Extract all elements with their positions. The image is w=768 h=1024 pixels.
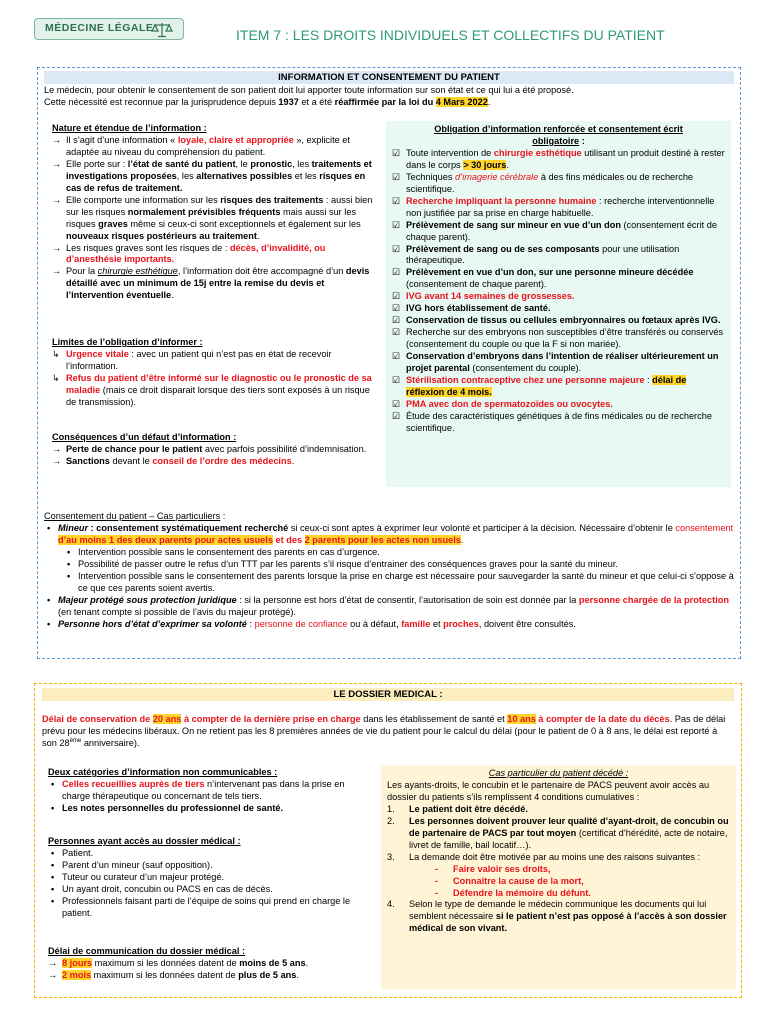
text-run: 2 parents pour les actes non usuels bbox=[304, 534, 461, 545]
text-run: Mineur bbox=[58, 522, 89, 533]
text-run: : recherche interventionnelle non justifiée par sa prise en charge habituelle. bbox=[406, 195, 715, 218]
text-run: : bbox=[644, 375, 653, 386]
text-run: : aussi bien sur les risques bbox=[66, 194, 373, 217]
text-run: Majeur protégé sous protection juridique bbox=[58, 594, 237, 605]
list-item bbox=[52, 243, 378, 267]
text-run: si le patient n’est pas opposé à l’accès à son dossier médical de son vivant. bbox=[409, 911, 727, 934]
oblig-heading bbox=[392, 124, 725, 148]
acces-heading: Personnes ayant accès au dossier médical : bbox=[48, 836, 241, 846]
text-run: 1. bbox=[387, 803, 395, 814]
text-run: Sanctions bbox=[66, 455, 110, 466]
text-run: Prélèvement de sang sur mineur en vue d’un don bbox=[406, 219, 621, 230]
text-run: : si la personne est hors d’état de consentir, l’autorisation de soin est donnée par la bbox=[236, 594, 579, 605]
text-run: Les notes personnelles du professionnel de santé. bbox=[62, 802, 284, 813]
text-run: Prélèvement de sang ou de ses composants bbox=[406, 243, 600, 254]
text-run: Prélèvement en vue d’un don, sur une personne mineure décédée bbox=[406, 267, 694, 278]
text-run: obligatoire bbox=[532, 135, 580, 146]
text-run: n’intervenant pas dans la prise en charge thérapeutique ou concernant de tels tiers. bbox=[62, 778, 345, 801]
list-item bbox=[52, 195, 378, 243]
text-run: Refus du patient d’être informé sur le diagnostic ou le pronostic de sa maladie bbox=[66, 372, 372, 395]
list-item bbox=[387, 804, 730, 816]
text-run: (mais ce droit disparait lorsque des tiers sont exposés à un risque de transmission). bbox=[66, 384, 370, 407]
list-item: - Connaître la cause de la mort, bbox=[431, 876, 730, 888]
text-run: 3. bbox=[387, 851, 395, 862]
text-run: . bbox=[291, 455, 295, 466]
text-run: : avec un patient qui n’est pas en état de recevoir l’information. bbox=[66, 348, 332, 371]
intro-line-1: Le médecin, pour obtenir le consentement de son patient doit lui apporter toute information sur son état et ce qui lui a été proposé. bbox=[44, 85, 574, 95]
list-item bbox=[52, 373, 378, 409]
list-item bbox=[52, 444, 378, 456]
text-run: même si ceux-ci sont exceptionnels et également sur les bbox=[127, 218, 361, 229]
text-run: proches bbox=[443, 618, 479, 629]
text-run: graves bbox=[98, 218, 128, 229]
text-run: à compter de la date du décès bbox=[535, 714, 670, 724]
list-item bbox=[392, 315, 725, 327]
text-run: personne de confiance bbox=[254, 618, 348, 629]
nature-information bbox=[52, 123, 378, 302]
text-run: traitements et investigations proposées bbox=[66, 158, 372, 181]
text-run: conseil de l’ordre des médecins bbox=[152, 455, 292, 466]
text-run: 10 ans bbox=[507, 714, 536, 724]
list-item bbox=[48, 970, 368, 982]
text-run: loyale, claire et appropriée bbox=[177, 134, 294, 145]
text-run: réaffirmée par la loi du bbox=[334, 96, 436, 107]
text-run: 4 Mars 2022 bbox=[435, 96, 488, 107]
text-run: pour une utilisation thérapeutique. bbox=[406, 243, 680, 266]
list-item bbox=[392, 267, 725, 291]
text-run: , les bbox=[292, 158, 312, 169]
text-run: (en tenant compte si possible de l’avis du majeur protégé). bbox=[58, 606, 296, 617]
text-run: , l’information doit être accompagné d’un bbox=[177, 266, 346, 277]
text-run: si ceux-ci sont aptes à exprimer leur volonté et participer à la décision. Nécessaire d’obtenir le bbox=[288, 522, 676, 533]
list-item bbox=[52, 349, 378, 373]
text-run: . bbox=[487, 96, 491, 107]
cas-particuliers bbox=[44, 511, 734, 631]
text-run: devis détaillé avec un minimum de 15j entre la remise du devis et l’intervention éventuelle bbox=[66, 266, 370, 301]
deces-heading: Cas particulier du patient décédé : bbox=[488, 768, 629, 778]
page-title: ITEM 7 : LES DROITS INDIVIDUELS ET COLLECTIFS DU PATIENT bbox=[236, 27, 665, 43]
text-run: : consentement systématiquement recherché bbox=[88, 522, 289, 533]
text-run: Étude des caractéristiques génétiques à de fins médicales ou de recherche scientifique. bbox=[406, 410, 712, 433]
text-run: Les risques graves sont les risques de : bbox=[66, 242, 230, 253]
text-run: avec parfois possibilité d’indemnisation. bbox=[202, 443, 367, 454]
list-item bbox=[392, 351, 725, 375]
list-item: • Tuteur ou curateur d’un majeur protégé. bbox=[48, 872, 368, 884]
list-item: • Intervention possible sans le consentement des parents lorsque la prise en charge est nécessaire pour sauvegarder la santé du mineur et que celui-ci s’oppose à ce que ces parents soient avertis. bbox=[64, 571, 734, 595]
text-run: maximum si les données datent de bbox=[91, 969, 239, 980]
list-item bbox=[52, 456, 378, 468]
text-run: d’au moins 1 des deux parents pour actes usuels bbox=[58, 534, 273, 545]
text-run: Cette nécessité est reconnue par la jurisprudence depuis bbox=[44, 96, 279, 107]
text-run: Techniques bbox=[406, 171, 456, 182]
text-run: Celles recueillies auprès de tiers bbox=[62, 778, 205, 789]
list-item: • Parent d’un mineur (sauf opposition). bbox=[48, 860, 368, 872]
list-item bbox=[44, 619, 734, 631]
text-run: > 30 jours bbox=[463, 159, 507, 170]
text-run: Conservation d’embryons dans l’intention de réaliser ultérieurement un projet parental bbox=[406, 351, 719, 374]
nature-heading: Nature et étendue de l’information : bbox=[52, 123, 207, 133]
text-run: consentement bbox=[675, 522, 734, 533]
text-run: normalement prévisibles fréquents bbox=[127, 206, 281, 217]
text-run: 2 mois bbox=[62, 969, 92, 980]
text-run: Elle comporte une information sur les bbox=[66, 194, 221, 205]
text-run: 4. bbox=[387, 899, 395, 910]
obligation-renforcee-panel bbox=[386, 121, 731, 487]
text-run: , doivent être consultés. bbox=[478, 618, 576, 629]
list-item bbox=[392, 303, 725, 315]
section-header-information: INFORMATION ET CONSENTEMENT DU PATIENT bbox=[44, 71, 734, 84]
list-item bbox=[392, 172, 725, 196]
list-item bbox=[392, 375, 725, 399]
text-run: Selon le type de demande le médecin communique les documents qui lui semblent nécessaire bbox=[409, 899, 707, 922]
text-run: délai de réflexion de 4 mois. bbox=[406, 375, 687, 397]
text-run: moins de 5 ans bbox=[239, 957, 306, 968]
patient-decede-panel bbox=[381, 765, 736, 989]
consequences-heading: Conséquences d’un défaut d’information : bbox=[52, 432, 237, 442]
list-item: • Intervention possible sans le consentement des parents en cas d’urgence. bbox=[64, 547, 734, 559]
text-run: (certificat d’hérédité, acte de notaire, livret de famille, bail locatif…). bbox=[409, 827, 728, 850]
list-item bbox=[392, 411, 725, 435]
text-run: risques des traitements bbox=[220, 194, 324, 205]
text-run: Stérilisation contraceptive chez une personne majeure bbox=[406, 375, 645, 386]
section-header-dossier: LE DOSSIER MEDICAL : bbox=[42, 688, 734, 701]
acces-dossier bbox=[48, 836, 368, 920]
text-run: La demande doit être motivée par au moins une des raisons suivantes : bbox=[409, 851, 701, 862]
text-run: . bbox=[256, 230, 260, 241]
section-intro bbox=[44, 85, 734, 109]
text-run: : bbox=[246, 618, 255, 629]
non-communicables bbox=[48, 767, 368, 815]
intro-line-2 bbox=[44, 97, 734, 109]
text-run: l’état de santé du patient bbox=[127, 158, 236, 169]
text-run: 2. bbox=[387, 815, 395, 826]
list-item bbox=[392, 196, 725, 220]
list-item bbox=[392, 220, 725, 244]
text-run: . bbox=[460, 534, 464, 545]
list-item bbox=[48, 779, 368, 803]
text-run: famille bbox=[401, 618, 431, 629]
text-run: . Pas de délai prévu pour les médecins libéraux. On ne retient pas les 8 premières années de vie du patient pour le calcul du délai (pour le patient de 0 à 8 ans, le délai est reporté à son 28 bbox=[42, 714, 726, 748]
list-item bbox=[44, 595, 734, 619]
text-run: et a été bbox=[298, 96, 335, 107]
text-run: 8 jours bbox=[62, 957, 93, 968]
text-run: chirurgie esthétique bbox=[97, 266, 178, 277]
text-run: Consentement du patient – Cas particuliers bbox=[44, 511, 221, 521]
text-run: décès, d’invalidité, ou d’anesthésie importants. bbox=[66, 242, 326, 265]
deces-intro: Les ayants-droits, le concubin et le partenaire de PACS peuvent avoir accès au dossier du patients s’ils remplissent 4 conditions cumulatives : bbox=[387, 779, 710, 802]
text-run: dans les établissement de santé et bbox=[360, 714, 508, 724]
list-item: • Possibilité de passer outre le refus d’un TTT par les parents s’il risque d’entrainer des conséquences graves pour la santé du mineur. bbox=[64, 559, 734, 571]
text-run: chirurgie esthétique bbox=[493, 147, 582, 158]
limites-information bbox=[52, 337, 378, 409]
text-run: Recherche sur des embryons non susceptibles d’être transférés ou conservés (consentement du couple ou que la F si non mariée). bbox=[406, 327, 724, 350]
text-run: mais aussi sur les risques bbox=[66, 206, 357, 229]
text-run: Elle porte sur : bbox=[66, 158, 128, 169]
text-run: . bbox=[506, 159, 509, 170]
text-run: nouveaux risques postérieurs au traitement bbox=[66, 230, 257, 241]
badge-label: MÉDECINE LÉGALE bbox=[45, 22, 154, 35]
list-item bbox=[387, 852, 730, 900]
text-run: . bbox=[171, 290, 174, 301]
text-run: utilisant un produit destiné à rester dans le corps bbox=[406, 147, 725, 170]
text-run: ou à défaut, bbox=[347, 618, 402, 629]
text-run: devant le bbox=[109, 455, 153, 466]
text-run: Urgence vitale bbox=[66, 348, 129, 359]
list-item: - Faire valoir ses droits, bbox=[431, 864, 730, 876]
text-run: et des bbox=[272, 534, 305, 545]
scales-icon bbox=[151, 22, 173, 43]
text-run: pronostic bbox=[250, 158, 293, 169]
list-item: - Défendre la mémoire du défunt. bbox=[431, 888, 730, 900]
list-item bbox=[392, 399, 725, 411]
text-run: risques en cas de refus de traitement. bbox=[66, 170, 366, 193]
text-run: 1937 bbox=[278, 96, 299, 107]
text-run: Délai de conservation de bbox=[42, 714, 153, 724]
list-item bbox=[52, 159, 378, 195]
text-run: Les personnes doivent prouver leur qualité d’ayant-droit, de concubin ou de partenaire de PACS par tout moyen bbox=[409, 815, 729, 838]
list-item bbox=[48, 958, 368, 970]
text-run: », explicite et adaptée au niveau du compréhension du patient. bbox=[66, 134, 350, 157]
text-run: Toute intervention de bbox=[406, 147, 494, 158]
text-run: Il s’agit d’une information « bbox=[66, 134, 178, 145]
list-item bbox=[392, 244, 725, 268]
list-item bbox=[52, 135, 378, 159]
list-item bbox=[44, 523, 734, 595]
text-run: Obligation d’information renforcée et consentement écrit bbox=[434, 124, 683, 134]
text-run: Pour la bbox=[66, 266, 98, 277]
text-run: . bbox=[296, 969, 299, 980]
text-run: ème bbox=[69, 737, 82, 744]
text-run: PMA avec don de spermatozoïdes ou ovocytes. bbox=[406, 398, 613, 409]
text-run: Personne hors d’état d’exprimer sa volonté bbox=[58, 618, 247, 629]
medecine-legale-badge bbox=[34, 18, 184, 40]
list-item bbox=[392, 148, 725, 172]
text-run: plus de 5 ans bbox=[238, 969, 297, 980]
delai-conservation bbox=[42, 714, 734, 750]
list-item bbox=[387, 899, 730, 935]
text-run: Le patient doit être décédé. bbox=[409, 803, 528, 814]
cas-heading bbox=[44, 511, 734, 523]
text-run: (consentement du couple). bbox=[469, 363, 582, 374]
text-run: alternatives possibles bbox=[196, 170, 293, 181]
limites-heading: Limites de l’obligation d’informer : bbox=[52, 337, 203, 347]
list-item bbox=[48, 803, 368, 815]
noncomm-heading: Deux catégories d’information non communicables : bbox=[48, 767, 278, 777]
list-item: • Un ayant droit, concubin ou PACS en cas de décès. bbox=[48, 884, 368, 896]
text-run: à des fins médicales ou de recherche scientifique. bbox=[406, 171, 694, 194]
text-run: Recherche impliquant la personne humaine bbox=[406, 195, 597, 206]
text-run: , le bbox=[235, 158, 251, 169]
text-run: IVG hors établissement de santé. bbox=[406, 303, 551, 314]
text-run: IVG avant 14 semaines de grossesses. bbox=[406, 291, 575, 302]
delai-communication bbox=[48, 946, 368, 982]
list-item bbox=[392, 327, 725, 351]
text-run: maximum si les données datent de bbox=[92, 957, 240, 968]
text-run: et bbox=[430, 618, 444, 629]
list-item: • Professionnels faisant parti de l’équipe de soins qui prend en charge le patient. bbox=[48, 896, 368, 920]
text-run: Perte de chance pour le patient bbox=[66, 443, 203, 454]
text-run: et les bbox=[292, 170, 320, 181]
text-run: . bbox=[305, 957, 309, 968]
text-run: à compter de la dernière prise en charge bbox=[181, 714, 361, 724]
text-run: 20 ans bbox=[152, 714, 182, 724]
text-run: d’imagerie cérébrale bbox=[455, 171, 539, 182]
text-run: : bbox=[220, 511, 226, 521]
text-run: Conservation de tissus ou cellules embryonnaires ou fœtaux après IVG. bbox=[406, 315, 721, 326]
text-run: personne chargée de la protection bbox=[578, 594, 729, 605]
text-run: (consentement de chaque parent). bbox=[406, 279, 547, 290]
delai-heading: Délai de communication du dossier médical : bbox=[48, 946, 246, 956]
list-item: • Patient. bbox=[48, 848, 368, 860]
text-run: (consentement écrit de chaque parent). bbox=[406, 219, 717, 242]
text-run: , les bbox=[176, 170, 197, 181]
text-run: : bbox=[579, 135, 585, 146]
list-item bbox=[52, 266, 378, 302]
text-run: anniversaire). bbox=[81, 737, 140, 748]
list-item bbox=[392, 291, 725, 303]
consequences-defaut bbox=[52, 432, 378, 468]
list-item bbox=[387, 816, 730, 852]
